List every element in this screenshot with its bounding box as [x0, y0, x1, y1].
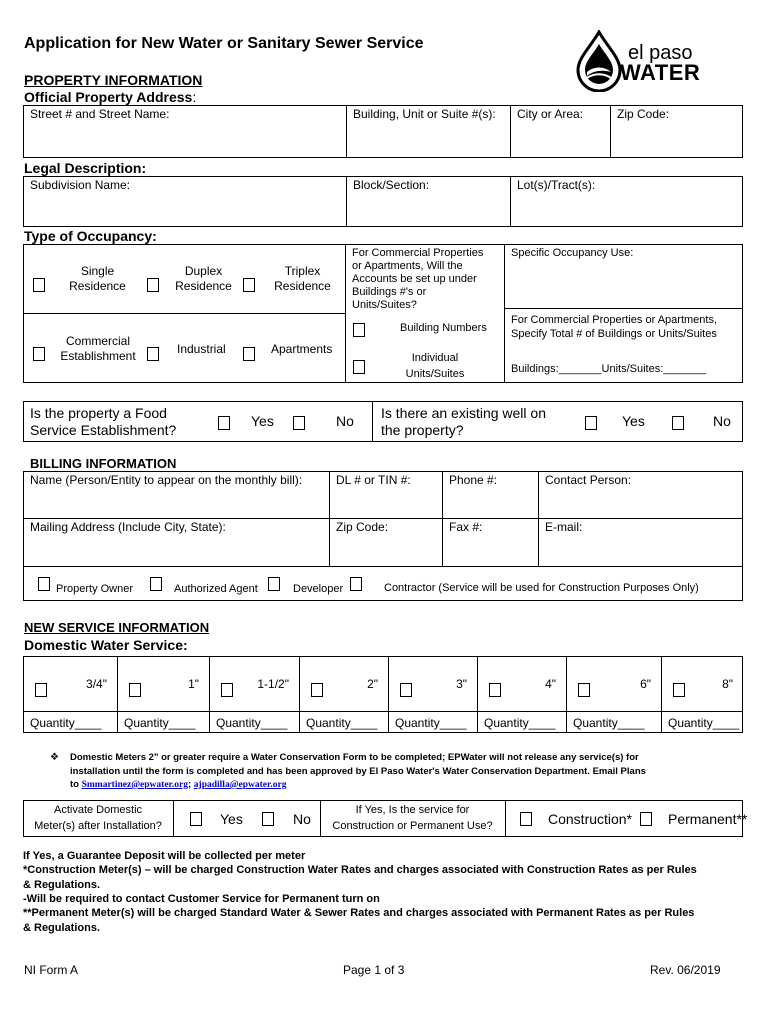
contractor-checkbox[interactable]: [350, 577, 362, 591]
food-yes-checkbox[interactable]: [218, 416, 230, 430]
authorized-agent-checkbox[interactable]: [150, 577, 162, 591]
permanent-turn-on-note: -Will be required to contact Customer Service for Permanent turn on: [23, 893, 380, 905]
industrial-checkbox[interactable]: [147, 347, 159, 361]
address-colon: :: [192, 89, 197, 105]
el-paso-water-logo: [574, 30, 724, 92]
buildings-units-field[interactable]: Buildings:_______Units/Suites:_______: [511, 363, 707, 375]
duplex-label-1: Duplex: [184, 264, 223, 278]
food-question-2: Service Establishment?: [30, 422, 177, 438]
deposit-note: If Yes, a Guarantee Deposit will be collected per meter: [23, 850, 306, 862]
use-question-1: If Yes, Is the service for: [355, 804, 470, 816]
contractor-label: Contractor (Service will be used for Construction Purposes Only): [384, 582, 699, 594]
single-residence-checkbox[interactable]: [33, 278, 45, 292]
domestic-water-heading: Domestic Water Service:: [24, 637, 188, 653]
construction-rates-note-2: & Regulations.: [23, 879, 101, 891]
activate-label-1: Activate Domestic: [53, 804, 143, 816]
activate-no-label: No: [293, 811, 311, 827]
billing-heading: BILLING INFORMATION: [30, 456, 177, 471]
activate-label-2: Meter(s) after Installation?: [34, 820, 162, 832]
note-to: to: [70, 779, 82, 790]
page-number: Page 1 of 3: [343, 963, 405, 977]
food-question-1: Is the property a Food: [30, 405, 167, 421]
meter-quantity-field[interactable]: Quantity____: [484, 716, 556, 730]
building-numbers-label: Building Numbers: [400, 322, 487, 334]
billing-phone-field[interactable]: Phone #:: [449, 473, 498, 487]
email-link-martinez[interactable]: Smmartinez@epwater.org: [81, 780, 188, 790]
street-field[interactable]: Street # and Street Name:: [30, 107, 170, 121]
use-question-2: Construction or Permanent Use?: [332, 820, 493, 832]
property-heading: PROPERTY INFORMATION: [24, 72, 203, 88]
activate-yes-label: Yes: [220, 811, 243, 827]
triplex-residence-checkbox[interactable]: [243, 278, 255, 292]
specify-total-2: Specify Total # of Buildings or Units/Suites: [511, 328, 717, 340]
commercial-accounts-question-2: or Apartments, Will the: [352, 260, 463, 272]
food-no-checkbox[interactable]: [293, 416, 305, 430]
well-no-checkbox[interactable]: [672, 416, 684, 430]
lots-field[interactable]: Lot(s)/Tract(s):: [517, 178, 596, 192]
well-yes-label: Yes: [622, 413, 645, 429]
billing-fax-field[interactable]: Fax #:: [449, 520, 483, 534]
meter-size-label: 6": [640, 677, 651, 691]
permanent-rates-note-2: & Regulations.: [23, 922, 101, 934]
meter-size-label: 8": [722, 677, 733, 691]
apartments-checkbox[interactable]: [243, 347, 255, 361]
duplex-residence-checkbox[interactable]: [147, 278, 159, 292]
meter-quantity-field[interactable]: Quantity____: [668, 716, 740, 730]
address-heading-row: [24, 89, 196, 105]
note-bullet-icon: ❖: [50, 752, 59, 763]
meter-size-label: 3/4": [86, 677, 107, 691]
property-owner-label: Property Owner: [56, 583, 134, 595]
developer-checkbox[interactable]: [268, 577, 280, 591]
well-yes-checkbox[interactable]: [585, 416, 597, 430]
apartments-label: Apartments: [271, 342, 333, 356]
permanent-checkbox[interactable]: [640, 812, 652, 826]
note-sep: ;: [187, 779, 194, 790]
meter-quantity-field[interactable]: Quantity____: [306, 716, 378, 730]
building-numbers-checkbox[interactable]: [353, 323, 365, 337]
commercial-accounts-question-4: Buildings #'s or: [352, 286, 427, 298]
commercial-label-2: Establishment: [60, 349, 136, 363]
occupancy-heading: Type of Occupancy:: [24, 228, 157, 244]
conservation-note-3: [70, 779, 286, 791]
page-title: Application for New Water or Sanitary Sewer Service: [24, 35, 424, 52]
zip-field[interactable]: Zip Code:: [617, 107, 670, 121]
meter-size-label: 2": [367, 677, 378, 691]
legal-heading: Legal Description:: [24, 160, 147, 176]
well-question-2: the property?: [381, 422, 464, 438]
triplex-label-1: Triplex: [284, 264, 321, 278]
commercial-establishment-checkbox[interactable]: [33, 347, 45, 361]
commercial-accounts-question-5: Units/Suites?: [352, 299, 417, 311]
duplex-label-2: Residence: [175, 279, 232, 293]
triplex-label-2: Residence: [274, 279, 331, 293]
meter-quantity-field[interactable]: Quantity____: [395, 716, 467, 730]
activate-no-checkbox[interactable]: [262, 812, 274, 826]
meter-size-label: 3": [456, 677, 467, 691]
single-label-2: Residence: [69, 279, 126, 293]
logo-text-water: WATER: [620, 60, 701, 85]
food-yes-label: Yes: [251, 413, 274, 429]
commercial-accounts-question-3: Accounts be set up under: [352, 273, 477, 285]
form-id: NI Form A: [24, 963, 79, 977]
specify-total-1: For Commercial Properties or Apartments,: [511, 314, 718, 326]
city-field[interactable]: City or Area:: [517, 107, 584, 121]
authorized-agent-label: Authorized Agent: [174, 583, 258, 595]
billing-dl-field[interactable]: DL # or TIN #:: [336, 473, 411, 487]
meter-quantity-field[interactable]: Quantity____: [573, 716, 645, 730]
billing-name-field[interactable]: Name (Person/Entity to appear on the monthly bill):: [30, 473, 303, 487]
activate-yes-checkbox[interactable]: [190, 812, 202, 826]
permanent-label: Permanent**: [668, 811, 748, 827]
developer-label: Developer: [293, 583, 344, 595]
email-link-padilla[interactable]: ajpadilla@epwater.org: [193, 780, 287, 790]
water-drop-icon: [574, 30, 624, 92]
billing-contact-field[interactable]: Contact Person:: [545, 473, 632, 487]
individual-label-1: Individual: [411, 352, 459, 364]
conservation-note-1: Domestic Meters 2" or greater require a Water Conservation Form to be completed; EPWater will not release any service(s) for: [70, 752, 639, 763]
meter-size-label: 1-1/2": [257, 677, 289, 691]
food-no-label: No: [336, 413, 354, 429]
industrial-label: Industrial: [177, 342, 226, 356]
logo-text-el-paso: el paso: [628, 42, 693, 64]
construction-checkbox[interactable]: [520, 812, 532, 826]
conservation-note-2: installation until the form is completed and has been approved by El Paso Water's Water Conservation Department. Email Plans: [70, 766, 646, 777]
subdivision-field[interactable]: Subdivision Name:: [30, 178, 131, 192]
specific-use-field[interactable]: Specific Occupancy Use:: [511, 247, 634, 259]
new-service-heading: NEW SERVICE INFORMATION: [24, 620, 210, 635]
well-question-1: Is there an existing well on: [381, 405, 546, 421]
meter-quantity-field[interactable]: Quantity____: [124, 716, 196, 730]
meter-size-label: 4": [545, 677, 556, 691]
revision-date: Rev. 06/2019: [650, 963, 721, 977]
individual-units-checkbox[interactable]: [353, 360, 365, 374]
address-heading: Official Property Address: [24, 89, 193, 105]
billing-zip-field[interactable]: Zip Code:: [336, 520, 389, 534]
billing-email-field[interactable]: E-mail:: [545, 520, 583, 534]
building-field[interactable]: Building, Unit or Suite #(s):: [353, 107, 496, 121]
commercial-label-1: Commercial: [65, 334, 130, 348]
single-label-1: Single: [80, 264, 115, 278]
property-owner-checkbox[interactable]: [38, 577, 50, 591]
permanent-rates-note: **Permanent Meter(s) will be charged Standard Water & Sewer Rates and charges associated with Permanent Rates as per Rules: [23, 907, 695, 919]
block-field[interactable]: Block/Section:: [353, 178, 430, 192]
meter-quantity-field[interactable]: Quantity____: [216, 716, 288, 730]
meter-size-label: 1": [188, 677, 199, 691]
commercial-accounts-question-1: For Commercial Properties: [352, 247, 484, 259]
construction-label: Construction*: [548, 811, 633, 827]
billing-mailing-field[interactable]: Mailing Address (Include City, State):: [30, 520, 226, 534]
well-no-label: No: [713, 413, 731, 429]
construction-rates-note: *Construction Meter(s) – will be charged Construction Water Rates and charges associated with Construction Rates as per Rules: [23, 864, 697, 876]
individual-label-2: Units/Suites: [405, 368, 465, 380]
meter-quantity-field[interactable]: Quantity____: [30, 716, 102, 730]
